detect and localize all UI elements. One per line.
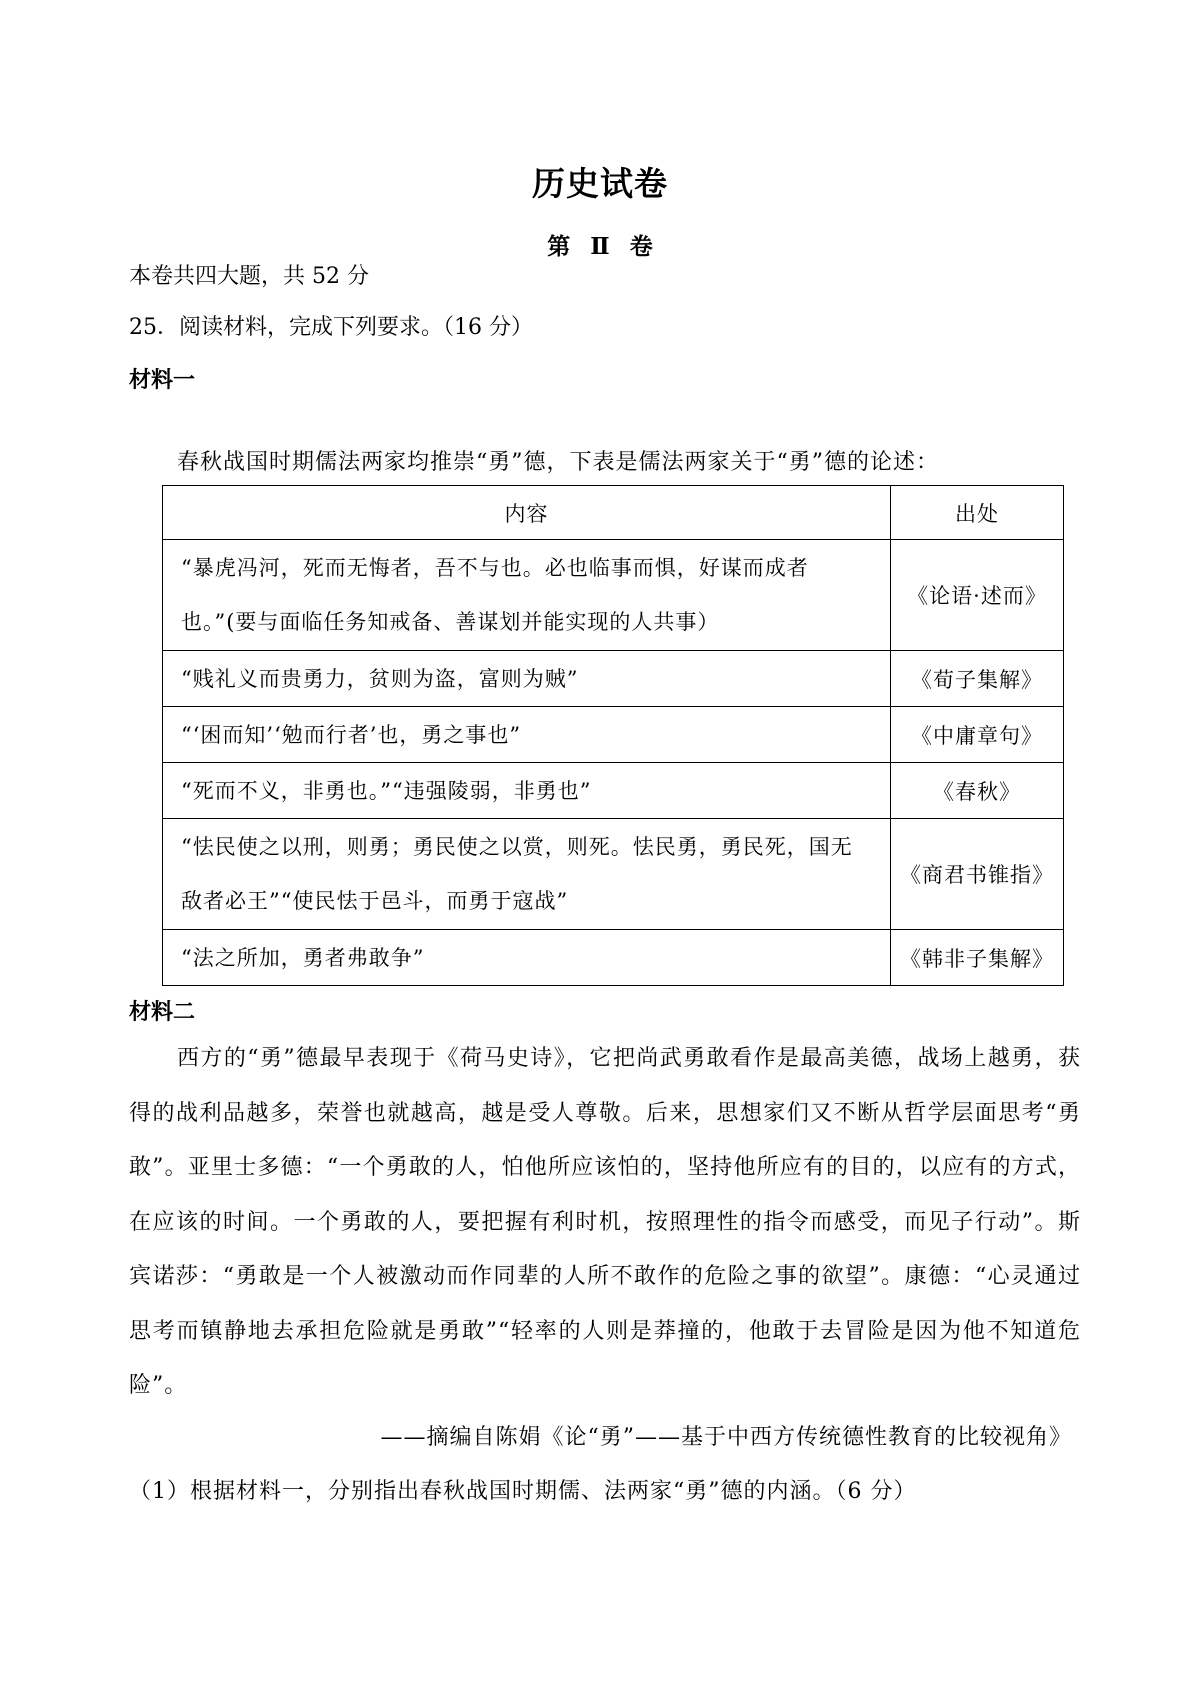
section-note: 本卷共四大题，共 52 分 <box>129 264 369 289</box>
row-source: 《论语·述而》 <box>891 540 1064 651</box>
table-row <box>163 819 1064 930</box>
volume-subtitle: 第 Ⅱ 卷 <box>547 233 653 260</box>
row-content: “‘困而知’‘勉而行者’也，勇之事也” <box>163 707 891 763</box>
material-2-paragraph: 西方的“勇”德最早表现于《荷马史诗》，它把尚武勇敢看作是最高美德，战场上越勇，获得的战利品越多，荣誉也就越高，越是受人尊敬。后来，思想家们又不断从哲学层面思考“勇敢”。亚里士多德：“一个勇敢的人，怕他所应该怕的，坚持他所应有的目的，以应有的方式，在应该的时间。一个勇敢的人，要把握有利时机，按照理性的指令而感受，而见子行动”。斯宾诺莎：“勇敢是一个人被激动而作同辈的人所不敢作的危险之事的欲望”。康德：“心灵通过思考而镇静地去承担危险就是勇敢”“轻率的人则是莽撞的，他敢于去冒险是因为他不知道危险”。 <box>129 1046 1081 1398</box>
row-content: “怯民使之以刑，则勇；勇民使之以赏，则死。怯民勇，勇民死，国无敌者必王”“使民怯于邑斗，而勇于寇战” <box>163 819 891 930</box>
material-1-heading: 材料一 <box>129 367 196 393</box>
page-title: 历史试卷 <box>532 164 668 203</box>
row-content: “贱礼义而贵勇力，贫则为盗，富则为贼” <box>163 651 891 707</box>
sub-question-1: （1）根据材料一，分别指出春秋战国时期儒、法两家“勇”德的内涵。（6 分） <box>129 1479 917 1504</box>
table-header-row <box>163 486 1064 540</box>
row-source: 《春秋》 <box>891 763 1064 819</box>
table-row <box>163 930 1064 986</box>
table-row <box>163 651 1064 707</box>
header-content: 内容 <box>163 486 891 540</box>
row-source: 《韩非子集解》 <box>891 930 1064 986</box>
row-source: 《中庸章句》 <box>891 707 1064 763</box>
question-header: 25．阅读材料，完成下列要求。（16 分） <box>129 315 533 340</box>
row-content: “法之所加，勇者弗敢争” <box>163 930 891 986</box>
table-row <box>163 763 1064 819</box>
row-source: 《商君书锥指》 <box>891 819 1064 930</box>
row-content: “暴虎冯河，死而无悔者，吾不与也。必也临事而惧，好谋而成者也。”(要与面临任务知戒备、善谋划并能实现的人共事） <box>163 540 891 651</box>
material-2-heading: 材料二 <box>129 999 196 1025</box>
row-content: “死而不义，非勇也。”“违强陵弱，非勇也” <box>163 763 891 819</box>
quotes-table <box>162 485 1064 986</box>
table-row <box>163 707 1064 763</box>
material-1-intro: 春秋战国时期儒法两家均推崇“勇”德，下表是儒法两家关于“勇”德的论述： <box>177 450 939 475</box>
row-source: 《荀子集解》 <box>891 651 1064 707</box>
material-2-citation: ——摘编自陈娟《论“勇”——基于中西方传统德性教育的比较视角》 <box>380 1425 1072 1450</box>
header-source: 出处 <box>891 486 1064 540</box>
table-row <box>163 540 1064 651</box>
